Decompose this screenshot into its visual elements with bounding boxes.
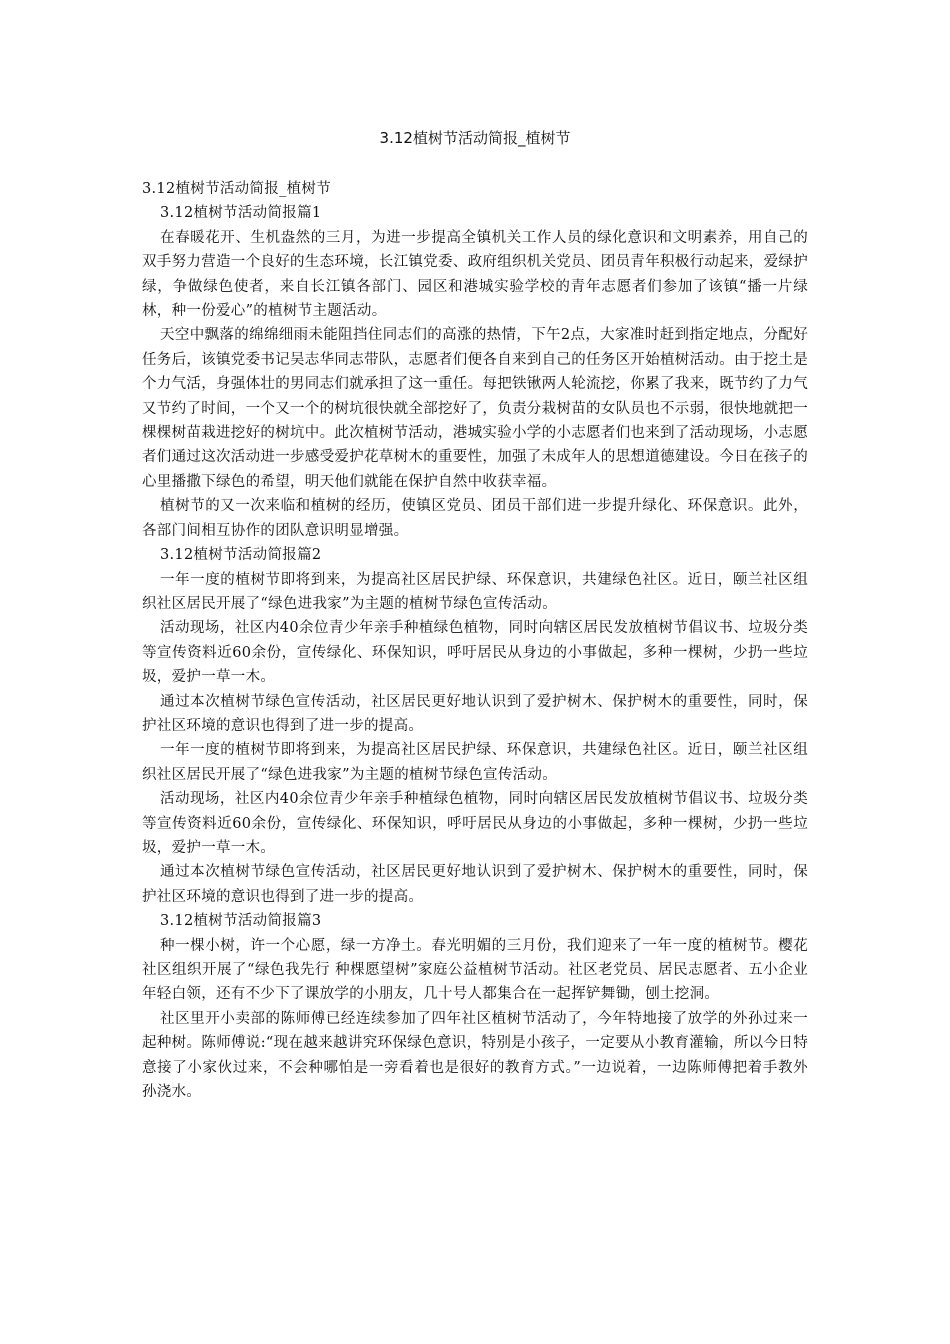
section-heading: 3.12植树节活动简报_植树节 (142, 181, 332, 197)
subsection-heading: 3.12植树节活动简报篇2 (160, 547, 322, 564)
document-body (142, 177, 808, 1104)
document-title: 3.12植树节活动简报_植树节 (379, 129, 571, 147)
paragraph: 通过本次植树节绿色宣传活动，社区居民更好地认识到了爱护树木、保护树木的重要性，同时，保护社区环境的意识也得到了进一步的提高。 (142, 693, 808, 734)
paragraph: 在春暖花开、生机盎然的三月，为进一步提高全镇机关工作人员的绿化意识和文明素养，用自己的双手努力营造一个良好的生态环境，长江镇党委、政府组织机关党员、团员青年积极行动起来，爱绿护绿，争做绿色使者，来自长江镇各部门、园区和港城实验学校的青年志愿者们参加了该镇“播一片绿林，种一份爱心”的植树节主题活动。 (142, 229, 808, 320)
paragraph: 通过本次植树节绿色宣传活动，社区居民更好地认识到了爱护树木、保护树木的重要性，同时，保护社区环境的意识也得到了进一步的提高。 (142, 864, 808, 905)
paragraph: 种一棵小树，许一个心愿，绿一方净土。春光明媚的三月份，我们迎来了一年一度的植树节。樱花社区组织开展了“绿色我先行 种棵愿望树”家庭公益植树节活动。社区老党员、居民志愿者、五小企业年轻白领，还有不少下了课放学的小朋友，几十号人都集合在一起挥铲舞锄，刨土挖洞。 (142, 937, 808, 1003)
paragraph: 一年一度的植树节即将到来，为提高社区居民护绿、环保意识，共建绿色社区。近日，颐兰社区组织社区居民开展了“绿色进我家”为主题的植树节绿色宣传活动。 (142, 571, 808, 612)
paragraph: 社区里开小卖部的陈师傅已经连续参加了四年社区植树节活动了，今年特地接了放学的外孙过来一起种树。陈师傅说:“现在越来越讲究环保绿色意识，特别是小孩子，一定要从小教育灌输，所以今日特意接了小家伙过来，不会种哪怕是一旁看着也是很好的教育方式。”一边说着，一边陈师傅把着手教外孙浇水。 (142, 1010, 808, 1101)
paragraph: 天空中飘落的绵绵细雨未能阻挡住同志们的高涨的热情，下午2点，大家准时赶到指定地点，分配好任务后，该镇党委书记吴志华同志带队，志愿者们便各自来到自己的任务区开始植树活动。由于挖土是个力气活，身强体壮的男同志们就承担了这一重任。每把铁锹两人轮流挖，你累了我来，既节约了力气又节约了时间，一个又一个的树坑很快就全部挖好了，负责分栽树苗的女队员也不示弱，很快地就把一棵棵树苗栽进挖好的树坑中。此次植树节活动，港城实验小学的小志愿者们也来到了活动现场，小志愿者们通过这次活动进一步感受爱护花草树木的重要性，加强了未成年人的思想道德建设。今日在孩子的心里播撒下绿色的希望，明天他们就能在保护自然中收获幸福。 (142, 327, 808, 490)
subsection-heading: 3.12植树节活动简报篇1 (160, 205, 322, 222)
subsection-heading: 3.12植树节活动简报篇3 (160, 913, 322, 930)
paragraph: 植树节的又一次来临和植树的经历，使镇区党员、团员干部们进一步提升绿化、环保意识。此外，各部门间相互协作的团队意识明显增强。 (142, 498, 808, 539)
paragraph: 活动现场，社区内40余位青少年亲手种植绿色植物，同时向辖区居民发放植树节倡议书、垃圾分类等宣传资料近60余份，宣传绿化、环保知识，呼吁居民从身边的小事做起，多种一棵树，少扔一些垃圾，爱护一草一木。 (142, 620, 808, 686)
paragraph: 活动现场，社区内40余位青少年亲手种植绿色植物，同时向辖区居民发放植树节倡议书、垃圾分类等宣传资料近60余份，宣传绿化、环保知识，呼吁居民从身边的小事做起，多种一棵树，少扔一些垃圾，爱护一草一木。 (142, 791, 808, 856)
paragraph: 一年一度的植树节即将到来，为提高社区居民护绿、环保意识，共建绿色社区。近日，颐兰社区组织社区居民开展了“绿色进我家”为主题的植树节绿色宣传活动。 (142, 742, 808, 783)
